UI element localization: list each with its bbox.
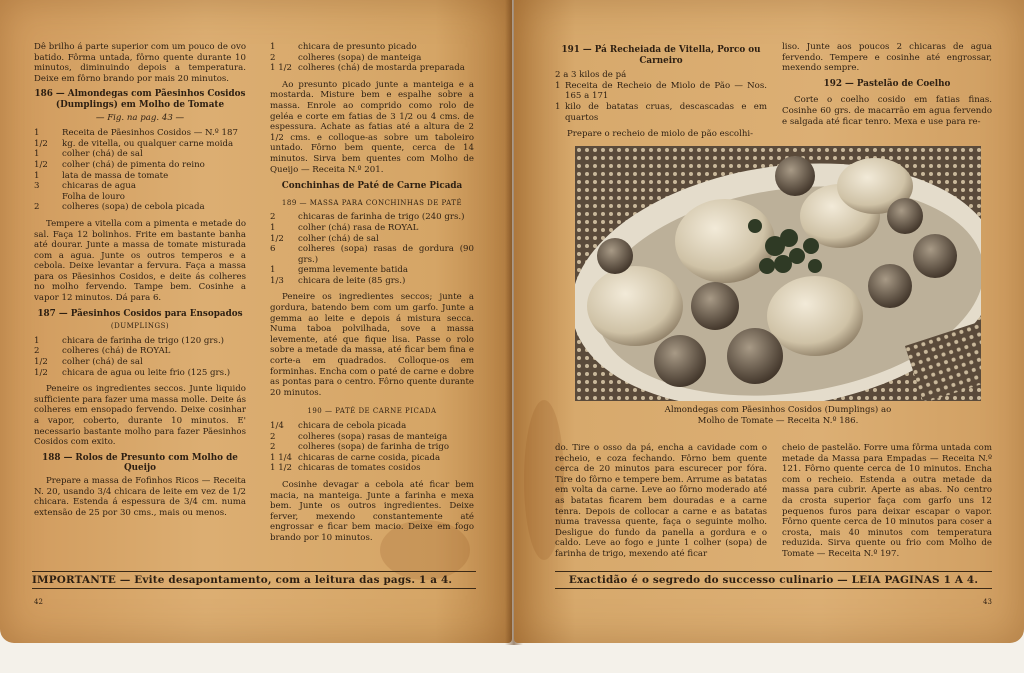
recipe-191-title: 191 — Pá Recheiada de Vitella, Porco ou Carneiro <box>561 45 761 66</box>
right-footer-banner: Exactidão é o segredo do successo culinario — LEIA PAGINAS 1 A 4. <box>555 571 992 589</box>
ingredient: 2 a 3 kilos de pá <box>555 70 627 81</box>
recipe-192-title: 192 — Pastelão de Coelho <box>823 78 951 89</box>
left-page <box>0 0 512 643</box>
ingredient: 1 colher (chá) de sal <box>34 149 143 160</box>
dumplings-illustration <box>575 146 981 401</box>
ingredient: 1/2 colher (chá) de sal <box>270 233 379 244</box>
recipe-191-method-cont: liso. Junte aos poucos 2 chicaras de agua fervendo. Tempere e cosinhe até engrossar, mexendo sempre. <box>782 42 992 74</box>
section-title: Conchinhas de Paté de Carne Picada <box>281 181 463 192</box>
ingredient: 1/2 colher (chá) de sal <box>34 357 143 368</box>
ingredient: 1/3 chicara de leite (85 grs.) <box>270 275 406 286</box>
recipe-191-method: Prepare o recheio de miolo de pão escolhi- <box>567 129 754 140</box>
ingredient: 1 1/2 colheres (chá) de mostarda preparada <box>270 63 465 74</box>
ingredient: Folha de louro <box>62 191 125 202</box>
recipe-186-ingredients <box>34 128 246 213</box>
recipe-187-subtitle: (DUMPLINGS) <box>110 322 170 331</box>
recipe-188-title: 188 — Rolos de Presunto com Molho de Queijo <box>42 452 238 474</box>
recipe-190-ingredients <box>270 421 474 474</box>
left-footer-banner: IMPORTANTE — Evite desapontamento, com a leitura das pags. 1 a 4. <box>32 571 476 589</box>
recipe-186-title: 186 — Almondegas com Pãesinhos Cosidos (Dumplings) em Molho de Tomate <box>34 89 246 110</box>
recipe-189-ingredients <box>270 212 474 286</box>
recipe-190-method: Cosinhe devagar a cebola até ficar bem macia, na manteiga. Junte a farinha e mexa bem. Junte os outros ingredientes. Deixe ferver, mexendo constantemente até engrossar e ficar bem macio. Deixe em fogo brando por 10 minutos. <box>270 479 474 543</box>
ingredient: 2 colheres (sopa) de manteiga <box>270 52 422 63</box>
ingredient: 1 colher (chá) rasa de ROYAL <box>270 222 419 233</box>
recipe-187-ingredients <box>34 336 246 378</box>
recipe-188-method: Prepare a massa de Fofinhos Ricos — Receita N. 20, usando 3/4 chicara de leite em vez de 1/2 chicara. Estenda á espessura de 3/4 cm. numa extensão de 25 por 30 cms., mais ou menos. <box>34 475 246 518</box>
ingredient: 1 Receita de Pãesinhos Cosidos — N.º 187 <box>34 128 238 139</box>
recipe-186-method: Tempere a vitella com a pimenta e metade do sal. Faça 12 bolinhos. Frite em bastante banha até dourar. Junte a massa de tomate misturada com a agua. Junte os outros temperos e a cebola. Deixe levantar a fervura. Faça a massa para os Pãesinhos Cosidos, e deite ás colheres no molho fervendo. Tampe bem. Cosinhe a vapor 12 minutos. Dá para 6. <box>34 218 246 304</box>
recipe-191-method-bottom: do. Tire o osso da pá, encha a cavidade com o recheio, e coza fechando. Fôrno bem quente cerca de 20 minutos para escurecer por fóra. Tire do fôrno e tempere bem. Arrume as batatas em volta da carne. Leve ao fôrno moderado até as batatas ficarem bem douradas e a carne tenra. Depois de collocar a carne e as batatas numa travessa quente, faça o seguinte molho. Desligue do fundo da panella a gordura e o caldo. Leve ao fogo e junte 1 colher (sopa) de farinha de trigo, mexendo até ficar <box>555 443 767 559</box>
recipe-192-method: Corte o coelho cosido em fatias finas. Cosinhe 60 grs. de macarrão em agua fervendo e salgada até ficar tenro. Mexa e use para re- <box>782 95 992 127</box>
ingredient: 1 gemma levemente batida <box>270 265 409 276</box>
recipe-192-method-bottom: cheio de pastelão. Forre uma fôrma untada com metade da Massa para Empadas — Receita N.º 121. Fôrno quente cerca de 10 minutos. Encha com o recheio. Estenda a outra metade da massa para cubrir. Aperte as abas. No centro da crosta superior faça com garfo uns 12 pequenos furos para deixar escapar o vapor. Fôrno quente cerca de 10 minutos para coser a crosta, mais 40 minutos com temperatura reduzida. Sirva quente ou frio com Molho de Tomate — Receita N.º 197. <box>782 443 992 559</box>
page-number: 43 <box>983 598 992 606</box>
ingredient: 3 chicaras de agua <box>34 181 137 192</box>
ingredient: 2 colheres (sopa) de cebola picada <box>34 202 205 213</box>
recipe-189-method: Peneire os ingredientes seccos; junte a gordura, batendo bem com um garfo. Junte a gemma ao leite e depois á mistura secca. Numa taboa polvilhada, sove a massa levemente, até que fique lisa. Passe o rolo sobre a metade da massa, até ficar bem fina e corte-a em quadrados. Colloque-os em forminhas. Encha com o paté de carne e dobre as pontas para o centro. Fôrno quente durante 20 minutos. <box>270 292 475 398</box>
ingredient: 1/2 colher (chá) de pimenta do reino <box>34 159 205 170</box>
recipe-187-title: 187 — Pãesinhos Cosidos para Ensopados <box>37 308 243 319</box>
recipe-187-method: Peneire os ingredientes seccos. Junte liquido sufficiente para fazer uma massa molle. Deite ás colheres em ensopado fervendo. Deixe cosinhar a vapor, coberto, durante 10 minutos. E' necessario bastante molho para fazer Pãesinhos Cosidos com exito. <box>34 384 246 448</box>
ingredient: 2 colheres (sopa) rasas de manteiga <box>270 431 448 442</box>
caption-line-2: Molho de Tomate — Receita N.º 186. <box>697 415 859 426</box>
ingredient: 1 chicara de farinha de trigo (120 grs.) <box>34 335 225 346</box>
recipe-190-title: 190 — PATÉ DE CARNE PICADA <box>307 407 437 416</box>
recipe-188-method-cont: Ao presunto picado junte a manteiga e a mostarda. Misture bem e espalhe sobre a massa. Enrole ao comprido como rolo de geléa e corte em fatias de 3 1/2 ou 4 cms. de espessura. Achate as fatias até a altura de 2 1/2 cms. e colloque-as sobre um taboleiro untado. Fôrno bem quente, cerca de 14 minutos. Sirva bem quentes com Molho de Queijo — Receita N.º 201. <box>270 79 474 175</box>
left-column-1 <box>34 42 246 523</box>
dish-photograph <box>575 146 981 401</box>
right-bottom-column-1 <box>555 443 767 565</box>
ingredient: 6 colheres (sopa) rasas de gordura (90 grs.) <box>270 244 474 265</box>
figure-reference: — Fig. na pag. 43 — <box>95 112 185 123</box>
ingredient: 1 1/4 chicaras de carne cosida, picada <box>270 452 441 463</box>
intro-paragraph: Dê brilho á parte superior com um pouco de ovo batido. Fôrma untada, fôrno quente durante 10 minutos, diminuindo depois a temperatura. Deixe em fôrno brando por mais 20 minutos. <box>34 42 246 84</box>
ingredient: 1/2 chicara de agua ou leite frio (125 grs.) <box>34 367 231 378</box>
right-column-2 <box>782 42 992 132</box>
ingredient: 1 chicara de presunto picado <box>270 42 417 52</box>
ingredient: 1/4 chicara de cebola picada <box>270 421 407 431</box>
ingredient: 1 kilo de batatas cruas, descascadas e em quartos <box>555 101 767 123</box>
ingredient: 2 colheres (chá) de ROYAL <box>34 346 171 357</box>
recipe-191-ingredients <box>555 70 767 123</box>
ingredient: 1 Receita de Recheio de Miolo de Pão — Nos. 165 a 171 <box>555 80 767 102</box>
recipe-188-ingredients <box>270 42 474 74</box>
photo-caption <box>575 405 981 426</box>
recipe-189-title: 189 — MASSA PARA CONCHINHAS DE PATÉ <box>281 198 463 207</box>
ingredient: 1/2 kg. de vitella, ou qualquer carne moida <box>34 138 234 149</box>
left-column-2 <box>270 42 474 549</box>
ingredient: 1 1/2 chicaras de tomates cosidos <box>270 463 421 474</box>
caption-line-1: Almondegas com Pãesinhos Cosidos (Dumplings) ao <box>664 405 892 415</box>
ingredient: 1 lata de massa de tomate <box>34 170 169 181</box>
ingredient: 2 colheres (sopa) de farinha de trigo <box>270 442 450 453</box>
page-number: 42 <box>34 598 43 606</box>
right-bottom-column-2 <box>782 443 992 565</box>
ingredient: 2 chicaras de farinha de trigo (240 grs.) <box>270 212 465 223</box>
right-column-1 <box>555 42 767 145</box>
